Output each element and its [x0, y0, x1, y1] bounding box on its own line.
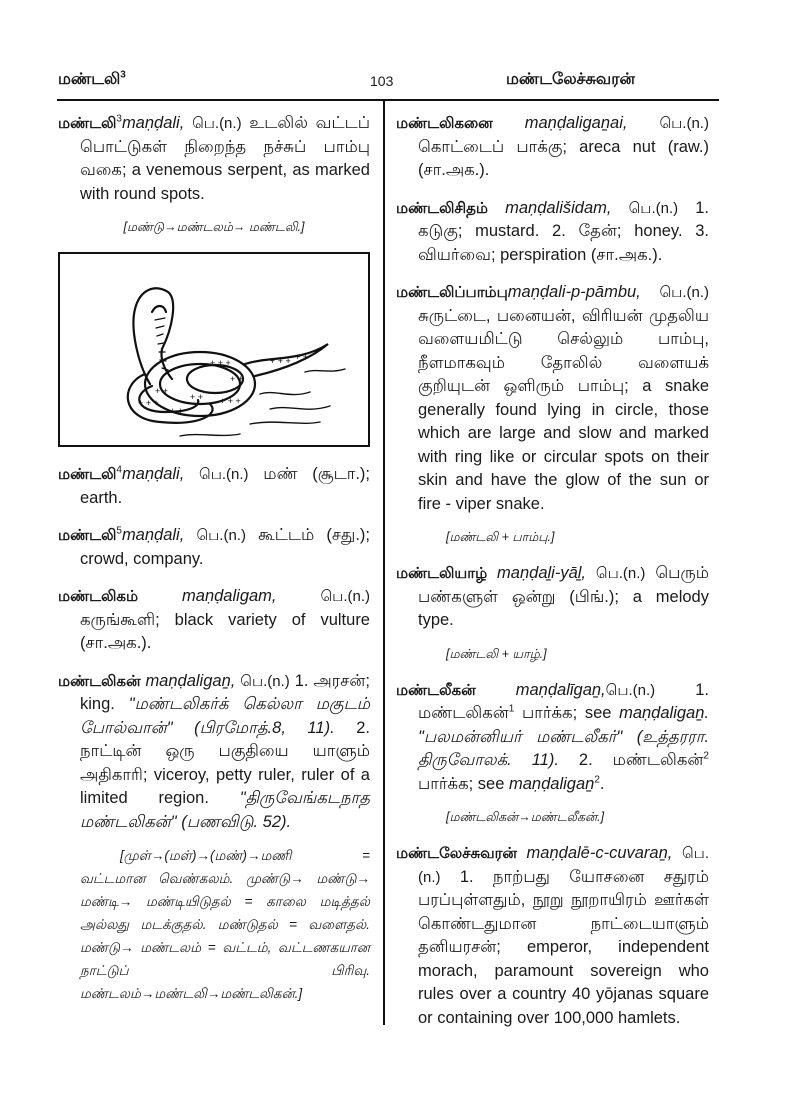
- part-of-speech: பெ.(n.): [320, 588, 370, 605]
- etymology: [மண்டலி + பாம்பு.]: [446, 530, 555, 544]
- headword: மண்டலீகன்: [396, 681, 476, 699]
- cobra-snake-icon: [60, 254, 368, 445]
- definition: சுருட்டை, பனையன், விரியன் முதலிய வளையமிட்டு செல்லும் பாம்பு, நீளமாகவும் தோலில் வளையக் குறியுடன் ஒளிரும் பாம்பு; a snake generally found lying in circle, those which are large and slow and marked with ring like or circular spots on their skin and have the glow of the sun or fire - viper snake.: [418, 306, 709, 513]
- running-head-left-sup: 3: [120, 69, 126, 81]
- etymology: [மண்டலி + யாழ்.]: [446, 646, 547, 661]
- column-divider: [383, 100, 385, 1025]
- page-number: 103: [370, 73, 394, 89]
- dictionary-entry: [58, 524, 370, 571]
- transliteration: maṇḍalīgaṉ,: [515, 680, 606, 699]
- homonym-number: 1: [508, 703, 515, 715]
- headword: மண்டலிகம்: [58, 588, 139, 605]
- definition: பெரும் பண்களுள் ஒன்று (பிங்.); a melody type.: [418, 564, 710, 629]
- svg-text:+ +: + +: [190, 392, 204, 402]
- homonym-number: 3: [116, 113, 122, 125]
- sense-2: 2. நாட்டின் ஒரு பகுதியை யாளும் அதிகாரி; viceroy, petty ruler, ruler of a limited region.: [80, 718, 370, 807]
- dictionary-entry: [396, 281, 709, 516]
- headword: மண்டலியாழ்: [396, 565, 488, 582]
- dictionary-entry: [396, 562, 709, 633]
- part-of-speech: பெ.(n.): [595, 565, 646, 582]
- svg-text:+ + +: + + +: [138, 398, 159, 408]
- headword: மண்டலிகன்: [58, 672, 141, 690]
- dictionary-entry: [58, 670, 370, 835]
- dictionary-entry: மண்டலீகன் maṇḍalīgaṉ,பெ.(n.) 1. மண்டலிகன்$^1$ பார்க்க; see maṇḍaligaṉ. "பலமன்னியர் மண்டலீகர்" (உத்தரரா. திருவோலக். 11). 2. மண்டலிகன்$^2$ பார்க்க; see maṇḍaligaṉ$^2$.: [396, 680, 709, 793]
- transliteration: maṇḍaligam,: [182, 587, 277, 605]
- headword: மண்டலிப்பாம்பு: [396, 284, 508, 301]
- cross-reference: maṇḍaligaṉ.: [619, 704, 709, 722]
- headword: மண்டலேச்சுவரன்: [396, 845, 517, 862]
- header-rule: [57, 99, 719, 101]
- transliteration: maṇḍalē-c-cuvaraṉ,: [526, 844, 673, 862]
- headword: மண்டலி: [58, 527, 117, 544]
- sense-1-see: பார்க்க; see: [521, 704, 612, 722]
- svg-text:+ +: + +: [170, 406, 184, 416]
- citation-quote: "திருவேங்கடநாத மண்டலிகன்" (பணவிடு. 52).: [80, 789, 370, 831]
- part-of-speech: பெ.(n.): [199, 466, 249, 483]
- part-of-speech: பெ.(n.): [659, 284, 709, 301]
- svg-text:+ + +: + + +: [270, 356, 291, 366]
- sense-2: 2. மண்டலிகன்: [578, 751, 704, 769]
- part-of-speech: பெ.(n.): [605, 681, 656, 699]
- part-of-speech: பெ.(n.): [628, 199, 679, 217]
- part-of-speech: பெ.(n.): [240, 672, 290, 690]
- etymology: [முள்→(மள்)→(மண்)→மணி = வட்டமான வெண்கலம். முண்டு→ மண்டு→ மண்டி→ மண்டியிடுதல் = காலை மடித்தல் அல்லது மடக்குதல். மண்டுதல் = வளைதல். மண்டு→ மண்டலம் = வட்டம், வட்டணகயான நாட்டுப் பிரிவு. மண்டலம்→மண்டலி→மண்டலிகன்.]: [80, 848, 370, 1001]
- homonym-number: 2: [703, 750, 709, 762]
- definition: மண் (சூடா.); earth.: [80, 465, 370, 507]
- definition: கொட்டைப் பாக்கு; areca nut (raw.) (சா.அக.).: [418, 137, 709, 179]
- part-of-speech: பெ.(n.): [192, 115, 242, 132]
- transliteration: maṇḍališidam,: [505, 198, 612, 217]
- part-of-speech: பெ.(n.): [418, 845, 709, 886]
- cobra-illustration-figure: [58, 252, 370, 447]
- dictionary-entry: [58, 463, 370, 510]
- definition: உடலில் வட்டப் பொட்டுகள் நிறைந்த நச்சுப் பாம்பு வகை; a venemous serpent, as marked with round spots.: [80, 114, 371, 203]
- headword: மண்டலிகனை: [396, 115, 493, 132]
- svg-text:+ +: + +: [230, 374, 244, 384]
- sense-1: 1. மண்டலிகன்: [418, 680, 709, 722]
- citation-quote: "மண்டலிகர்க் கெல்லா மகுடம் போல்வான்" (பிரமோத்.8, 11).: [80, 695, 370, 737]
- transliteration: maṇḍaligaṉai,: [524, 114, 628, 132]
- homonym-number: 2: [594, 774, 600, 785]
- etymology: [மண்டலிகன்→மண்டலீகன்.]: [446, 810, 605, 824]
- homonym-number: 5: [116, 525, 122, 537]
- headword: மண்டலிசிதம்: [396, 199, 488, 217]
- definition: கருங்கூளி; black variety of vulture (சா.அக.).: [80, 610, 370, 652]
- dictionary-entry: [396, 842, 709, 1030]
- part-of-speech: பெ.(n.): [196, 527, 246, 544]
- running-head-right: மண்டலேச்சுவரன்: [506, 71, 635, 88]
- svg-text:+ + +: + + +: [220, 396, 241, 406]
- dictionary-entry: [58, 112, 370, 206]
- svg-text:+ + +: + + +: [210, 358, 231, 368]
- running-head-left-word: மண்டலி: [58, 71, 121, 88]
- running-head-left: [58, 70, 126, 90]
- transliteration: maṇḍali-p-pāmbu,: [507, 283, 641, 301]
- transliteration: maṇḍali,: [121, 114, 185, 132]
- transliteration: maṇḍali,: [121, 526, 185, 544]
- part-of-speech: பெ.(n.): [659, 115, 709, 132]
- dictionary-entry: [396, 197, 709, 268]
- definition: கூட்டம் (சது.); crowd, company.: [80, 526, 370, 568]
- sense-1: 1. அரசன்; king.: [80, 671, 370, 713]
- definition: 1. நாற்பது யோசனை சதுரம் பரப்புள்ளதும், நூறு நூறாயிரம் ஊர்கள் கொண்டதுமான நாட்டையாளும் தனியரசன்; emperor, independent morach, paramount sovereign who rules over a country 40 yōjanas square or containing over 100,000 hamlets.: [418, 867, 709, 1027]
- etymology: [மண்டு→மண்டலம்→ மண்டலி.]: [123, 220, 305, 234]
- transliteration: maṇḍali,: [121, 465, 185, 483]
- headword: மண்டலி: [58, 466, 117, 483]
- dictionary-entry: [396, 112, 709, 183]
- svg-text:+ +: + +: [295, 352, 309, 362]
- homonym-number: 4: [116, 464, 122, 476]
- definition: 1. கடுகு; mustard. 2. தேன்; honey. 3. வியர்வை; perspiration (சா.அக.).: [418, 198, 710, 264]
- sense-2-see: பார்க்க; see: [418, 774, 505, 793]
- citation-quote: "பலமன்னியர் மண்டலீகர்" (உத்தரரா. திருவோலக். 11).: [418, 727, 709, 769]
- dictionary-entry: [58, 585, 370, 656]
- transliteration: maṇḍaḻi-yāḻ,: [497, 564, 587, 582]
- right-column: [396, 112, 709, 1044]
- svg-text:+ +: + +: [155, 386, 169, 396]
- transliteration: maṇḍaligaṉ,: [145, 671, 236, 690]
- left-column: [58, 112, 370, 1005]
- headword: மண்டலி: [58, 115, 117, 132]
- cross-reference: maṇḍaligaṉ: [509, 774, 595, 793]
